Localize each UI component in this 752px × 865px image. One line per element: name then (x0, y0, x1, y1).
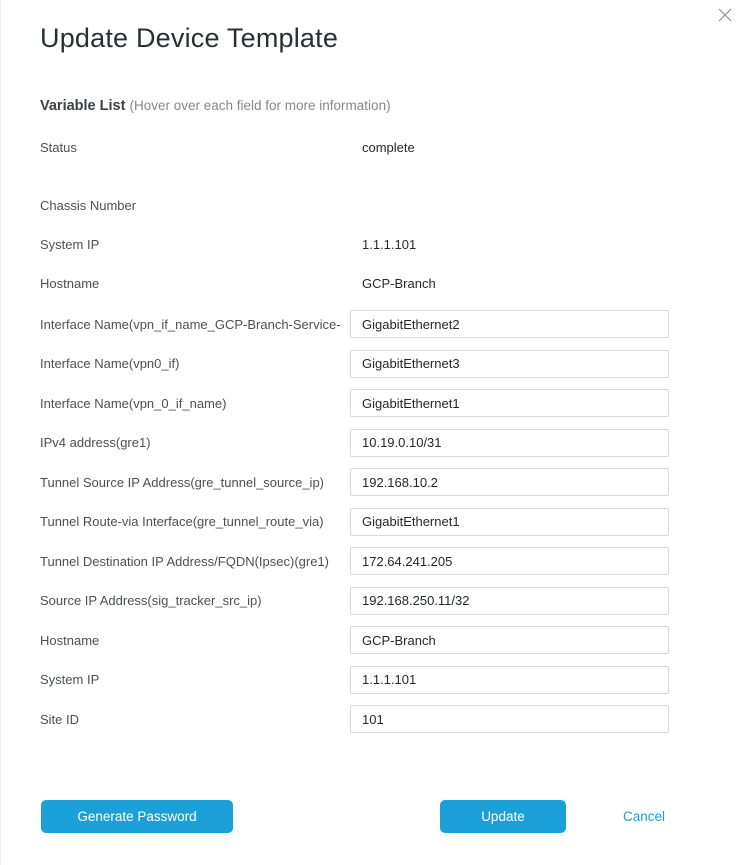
variable-input[interactable] (350, 310, 669, 338)
cancel-button[interactable]: Cancel (622, 809, 665, 824)
variable-input[interactable] (350, 705, 669, 733)
variable-row (40, 191, 752, 219)
variable-row (40, 547, 752, 575)
variable-input[interactable] (350, 666, 669, 694)
variable-label: Hostname (40, 632, 100, 648)
dialog-footer (1, 800, 752, 833)
variable-list-label: Variable List (40, 98, 126, 114)
variable-label: Site ID (40, 711, 80, 727)
variable-label: System IP (40, 672, 100, 687)
variable-input[interactable] (350, 468, 669, 496)
variable-value: complete (362, 139, 415, 155)
variable-input[interactable] (350, 587, 669, 615)
variable-row (40, 705, 752, 733)
variable-row (40, 269, 752, 297)
variable-list-note: (Hover over each field for more information) (129, 98, 391, 113)
variable-label: Interface Name(vpn_if_name_GCP-Branch-Service- (40, 316, 341, 332)
close-icon (718, 8, 732, 22)
variable-row (40, 350, 752, 378)
variable-input[interactable] (350, 626, 669, 654)
variable-input[interactable] (350, 429, 669, 457)
variable-input[interactable] (350, 389, 669, 417)
variable-row (40, 133, 752, 161)
generate-password-button[interactable]: Generate Password (41, 800, 233, 833)
dialog-title: Update Device Template (40, 23, 339, 53)
variable-label: Tunnel Route-via Interface(gre_tunnel_route_via) (40, 514, 324, 529)
editable-variable-rows (40, 310, 752, 733)
variable-row (40, 389, 752, 417)
update-button[interactable]: Update (440, 800, 566, 833)
variable-label: Tunnel Destination IP Address/FQDN(Ipsec)(gre1) (40, 553, 330, 569)
variable-list-heading (40, 96, 752, 116)
variable-row (40, 230, 752, 258)
variable-row (40, 626, 752, 654)
variable-input[interactable] (350, 350, 669, 378)
variable-label: Status (40, 139, 77, 155)
variable-label: System IP (40, 236, 100, 252)
variable-value: 1.1.1.101 (362, 236, 417, 252)
variable-row (40, 587, 752, 615)
variable-label: Tunnel Source IP Address(gre_tunnel_source_ip) (40, 474, 325, 490)
variable-label: Interface Name(vpn_0_if_name) (40, 395, 227, 411)
variable-input[interactable] (350, 547, 669, 575)
variable-row (40, 508, 752, 536)
variable-row (40, 666, 752, 694)
variable-value: GCP-Branch (362, 275, 436, 291)
variable-row (40, 429, 752, 457)
close-button[interactable] (716, 6, 734, 24)
variable-label: Interface Name(vpn0_if) (40, 356, 180, 371)
variable-label: Hostname (40, 275, 100, 291)
variable-label: IPv4 address(gre1) (40, 435, 151, 450)
variable-row (40, 468, 752, 496)
variable-input[interactable] (350, 508, 669, 536)
variable-row (40, 310, 752, 338)
static-variable-rows (40, 133, 752, 297)
update-device-template-dialog (1, 0, 752, 833)
variable-label: Chassis Number (40, 197, 137, 213)
variable-label: Source IP Address(sig_tracker_src_ip) (40, 593, 262, 608)
